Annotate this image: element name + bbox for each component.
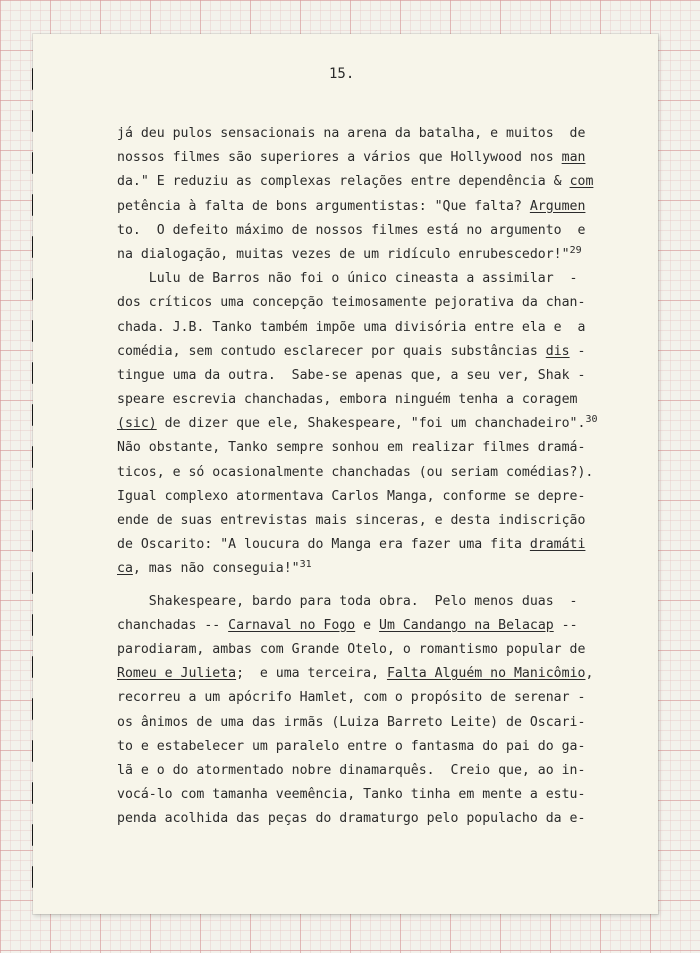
text-line bbox=[117, 412, 637, 436]
text-segment: -- bbox=[553, 617, 578, 633]
text-segment: Lulu de Barros não foi o único cineasta a assimilar - bbox=[117, 271, 578, 287]
text-segment: ticos, e só ocasionalmente chanchadas (ou seriam comédias?). bbox=[117, 464, 594, 480]
footnote-marker: 30 bbox=[585, 414, 598, 426]
text-segment: de dizer que ele, Shakespeare, "foi um chanchadeiro". bbox=[156, 416, 586, 432]
text-segment: Shakespeare, bardo para toda obra. Pelo menos duas - bbox=[117, 593, 578, 609]
text-segment: Não obstante, Tanko sempre sonhou em realizar filmes dramá- bbox=[117, 440, 586, 456]
text-line bbox=[117, 783, 637, 807]
text-segment: chanchadas -- bbox=[117, 617, 229, 633]
text-segment: ende de suas entrevistas mais sinceras, e desta indiscrição bbox=[117, 513, 586, 528]
underlined-segment: man bbox=[561, 150, 586, 166]
text-segment: lã e o do atormentado nobre dinamarquês. Creio que, ao in- bbox=[117, 762, 586, 778]
text-line bbox=[117, 662, 637, 686]
text-segment: e bbox=[355, 617, 380, 633]
text-line bbox=[117, 219, 637, 243]
text-segment: ; e uma terceira, bbox=[236, 666, 387, 682]
text-line bbox=[117, 590, 637, 614]
text-line bbox=[117, 711, 637, 735]
text-line bbox=[117, 509, 637, 533]
underlined-title: Um Candango na Belacap bbox=[379, 617, 554, 633]
text-segment: speare escrevia chanchadas, embora ninguém tenha a coragem bbox=[117, 392, 578, 408]
text-line bbox=[117, 807, 637, 831]
underlined-segment: Argumen bbox=[529, 198, 586, 214]
text-line bbox=[117, 735, 637, 759]
text-segment: tingue uma da outra. Sabe-se apenas que, a seu ver, Shak - bbox=[117, 367, 586, 383]
text-segment: , mas não conseguia!" bbox=[132, 561, 300, 577]
text-line bbox=[117, 316, 637, 340]
text-line bbox=[117, 461, 637, 485]
text-line bbox=[117, 364, 637, 388]
text-segment: dos críticos uma concepção teimosamente pejorativa da chan- bbox=[117, 295, 586, 311]
text-line bbox=[117, 243, 637, 267]
text-line bbox=[117, 614, 637, 638]
text-line bbox=[117, 122, 637, 146]
text-segment: Igual complexo atormentava Carlos Manga, conforme se depre- bbox=[117, 488, 586, 504]
text-line bbox=[117, 485, 637, 509]
text-segment: penda acolhida das peças do dramaturgo pelo populacho da e- bbox=[117, 811, 586, 827]
text-line bbox=[117, 533, 637, 557]
footnote-marker: 31 bbox=[299, 559, 312, 571]
text-segment: comédia, sem contudo esclarecer por quais substâncias bbox=[117, 343, 546, 359]
text-line bbox=[117, 686, 637, 710]
underlined-title: Carnaval no Fogo bbox=[228, 617, 356, 633]
underlined-segment: (sic) bbox=[117, 416, 157, 432]
underlined-segment: ca bbox=[117, 561, 133, 577]
text-segment: to e estabelecer um paralelo entre o fantasma do pai do ga- bbox=[117, 738, 586, 754]
typed-page bbox=[33, 34, 658, 914]
text-line bbox=[117, 195, 637, 219]
underlined-segment: dis bbox=[545, 343, 570, 359]
text-line bbox=[117, 146, 637, 170]
text-segment: da." E reduziu as complexas relações entre dependência & bbox=[117, 174, 570, 190]
text-line bbox=[117, 557, 637, 581]
text-segment: na dialogação, muitas vezes de um ridículo enrubescedor!" bbox=[117, 246, 570, 262]
underlined-title: Falta Alguém no Manicômio bbox=[386, 666, 586, 682]
text-segment: chada. J.B. Tanko também impõe uma divisória entre ela e a bbox=[117, 319, 586, 335]
text-line bbox=[117, 267, 637, 291]
text-segment: to. O defeito máximo de nossos filmes está no argumento e bbox=[117, 222, 586, 238]
text-line bbox=[117, 436, 637, 460]
text-segment: os ânimos de uma das irmãs (Luiza Barreto Leite) de Oscari- bbox=[117, 714, 586, 730]
footnote-marker: 29 bbox=[569, 244, 582, 256]
text-line bbox=[117, 340, 637, 364]
text-line bbox=[117, 638, 637, 662]
text-segment: vocá-lo com tamanha veemência, Tanko tinha em mente a estu- bbox=[117, 787, 586, 803]
text-line bbox=[117, 170, 637, 194]
body-text bbox=[117, 122, 637, 831]
text-segment: de Oscarito: "A loucura do Manga era fazer uma fita bbox=[117, 537, 530, 553]
text-line bbox=[117, 388, 637, 412]
text-segment: recorreu a um apócrifo Hamlet, com o propósito de serenar - bbox=[117, 690, 586, 706]
text-line bbox=[117, 291, 637, 315]
text-segment: , bbox=[585, 666, 594, 682]
text-segment: petência à falta de bons argumentistas: "Que falta? bbox=[117, 198, 530, 214]
text-segment: já deu pulos sensacionais na arena da batalha, e muitos de bbox=[117, 126, 586, 141]
underlined-segment: com bbox=[569, 174, 594, 190]
underlined-segment: dramáti bbox=[529, 537, 586, 553]
underlined-title: Romeu e Julieta bbox=[117, 666, 237, 682]
text-segment: - bbox=[569, 343, 586, 359]
page-number: 15. bbox=[329, 66, 355, 82]
text-line bbox=[117, 759, 637, 783]
text-segment: nossos filmes são superiores a vários que Hollywood nos bbox=[117, 150, 562, 166]
text-segment: parodiaram, ambas com Grande Otelo, o romantismo popular de bbox=[117, 641, 586, 657]
